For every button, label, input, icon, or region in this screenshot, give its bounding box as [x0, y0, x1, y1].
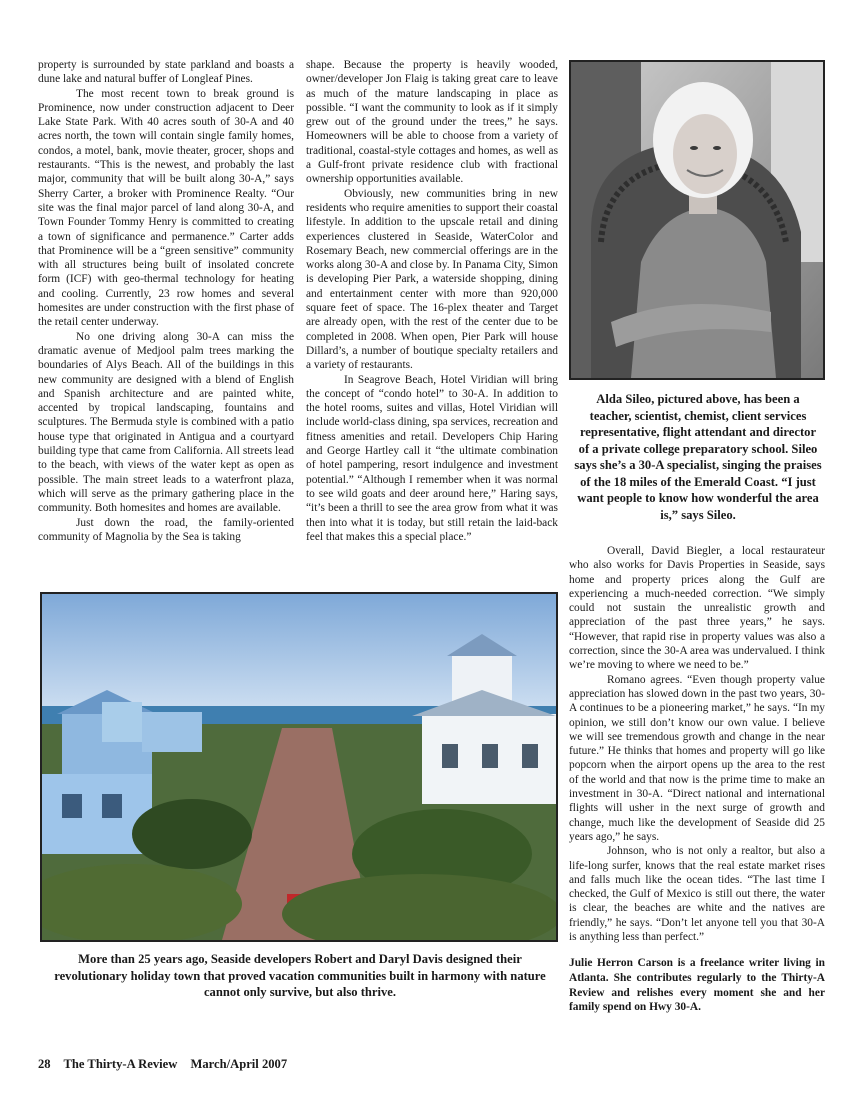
author-bio: Julie Herron Carson is a freelance writer living in Atlanta. She contributes regularly to the Thirty-A Review and relishes every moment she and her family spend on Hwy 30-A.: [569, 957, 825, 1014]
seaside-town-photo: [40, 592, 558, 942]
publication-name: The Thirty-A Review: [63, 1057, 178, 1071]
page-footer: [38, 1057, 297, 1072]
paragraph: Johnson, who is not only a realtor, but also a life-long surfer, knows that the real estate market rises and falls much like the ocean tides. “The last time I checked, the Gulf of Mexico is still out there, the water is clear, the beaches are white and the natives are friendly,” he says. “Don’t let anyone tell you that 30-A is anything less than perfect.”: [569, 845, 825, 944]
paragraph: Just down the road, the family-oriented community of Magnolia by the Sea is taking: [38, 516, 294, 543]
article-column-1: [38, 58, 294, 544]
portrait-illustration: [571, 62, 823, 378]
paragraph: In Seagrove Beach, Hotel Viridian will bring the concept of “condo hotel” to 30-A. In addition to the hotel rooms, suites and villas, Hotel Viridian will include world-class dining, spa services, recreation and fitness amenities and retail. Developers Chip Haring and George Hartley call it “the ultimate combination of hotel pampering, resort indulgence and investment potential.” “Although I remember when it was normal to see wild goats and deer around here,” Haring says, “it’s been a thrill to see the area grow from what it was then into what it is today, but still retain the laid-back feel that makes this a special place.”: [306, 373, 558, 543]
article-column-2: [306, 58, 558, 544]
paragraph: property is surrounded by state parkland and boasts a dune lake and natural buffer of Longleaf Pines.: [38, 59, 294, 86]
issue-date: March/April 2007: [190, 1057, 288, 1071]
paragraph: Obviously, new communities bring in new residents who require amenities to support their coastal lifestyle. In addition to the upscale retail and dining experiences clustered in Seaside, WaterColor and Rosemary Beach, new commercial offerings are in the works along 30-A and close by. In Panama City, Simon is developing Pier Park, a waterside shopping, dining and entertainment center with more than 920,000 square feet of space. The 16-plex theater and Target are already open, with the rest of the center due to be completed in 2008. When open, Pier Park will house Dillard’s, a number of boutique specialty retailers and a variety of restaurants.: [306, 187, 558, 372]
article-column-3: [569, 544, 825, 1015]
portrait-photo: [569, 60, 825, 380]
paragraph: Overall, David Biegler, a local restaurateur who also works for Davis Properties in Seaside, says home and property prices along the Gulf are experiencing a much-needed correction. “We simply could not sustain the unrealistic growth and appreciation of the past three years,” he says. “However, that rapid rise in property values was also a correction, since the 30-A area was undervalued. I think we’re moving to where we need to be.”: [569, 545, 825, 672]
paragraph: No one driving along 30-A can miss the dramatic avenue of Medjool palm trees marking the boundaries of Alys Beach. All of the buildings in this new community are designed with a blend of English and Spanish architecture and are painted white, accented by tropical landscaping, fountains and sculptures. The Bermuda style is combined with a patio house type that originated in Antigua and a courtyard building type that came from California. All streets lead to the beach, with views of the water kept as open as possible. The main street leads to a waterfront plaza, which will serve as the primary gathering place in the community. Both homesites and homes are available.: [38, 330, 294, 515]
page-number: 28: [38, 1057, 51, 1071]
paragraph: Romano agrees. “Even though property value appreciation has slowed down in the past two years, 30-A continues to be a pioneering market,” he says. “In my opinion, we still don’t know our own value. I believe we will see tremendous growth and change in the near future.” He thinks that homes and property will go like popcorn when the airport opens up the area to the rest of the world and that now is the prime time to make an investment in 30-A. “Direct national and international flights will usher in the next surge of growth and change, much like the development of Seaside did 25 years ago,” he says.: [569, 673, 825, 843]
portrait-caption: Alda Sileo, pictured above, has been a teacher, scientist, chemist, client services representative, flight attendant and director of a private college preparatory school. Sileo says she’s a 30-A specialist, singing the praises of the 18 miles of the Emerald Coast. “I just want people to know how wonderful the area is,” says Sileo.: [574, 392, 822, 522]
town-photo-caption: More than 25 years ago, Seaside developers Robert and Daryl Davis designed their revolutionary holiday town that proved vacation communities built in harmony with nature cannot only survive, but also thrive.: [54, 952, 546, 999]
town-illustration: [42, 594, 556, 940]
paragraph: The most recent town to break ground is Prominence, now under construction adjacent to Deer Lake State Park. With 40 acres south of 30-A and 40 acres north, the town will contain single family homes, condos, a motel, bank, movie theater, grocer, shops and restaurants. “This is the newest, and probably the last major, community that will be built along 30-A,” says Sherry Carter, a broker with Prominence Realty. “Our site was the final major parcel of land along 30-A, and Town Founder Tommy Henry is committed to creating a town of significance and permanence.” Carter adds that Prominence will be a “green sensitive” community with all structures being built of insolated concrete form (ICF) with geo-thermal technology for heating and cooling. Currently, 23 row homes and several homesites are under construction with the first phase of the retail center underway.: [38, 87, 294, 329]
paragraph: shape. Because the property is heavily wooded, owner/developer Jon Flaig is taking great care to leave as much of the mature landscaping in place as possible. “I want the community to look as if it simply grew out of the ground under the trees,” he says. Homeowners will be able to choose from a variety of traditional, coastal-style cottages and homes, as well as a Gulf-front private residence club with fractional ownership opportunities available.: [306, 59, 558, 186]
